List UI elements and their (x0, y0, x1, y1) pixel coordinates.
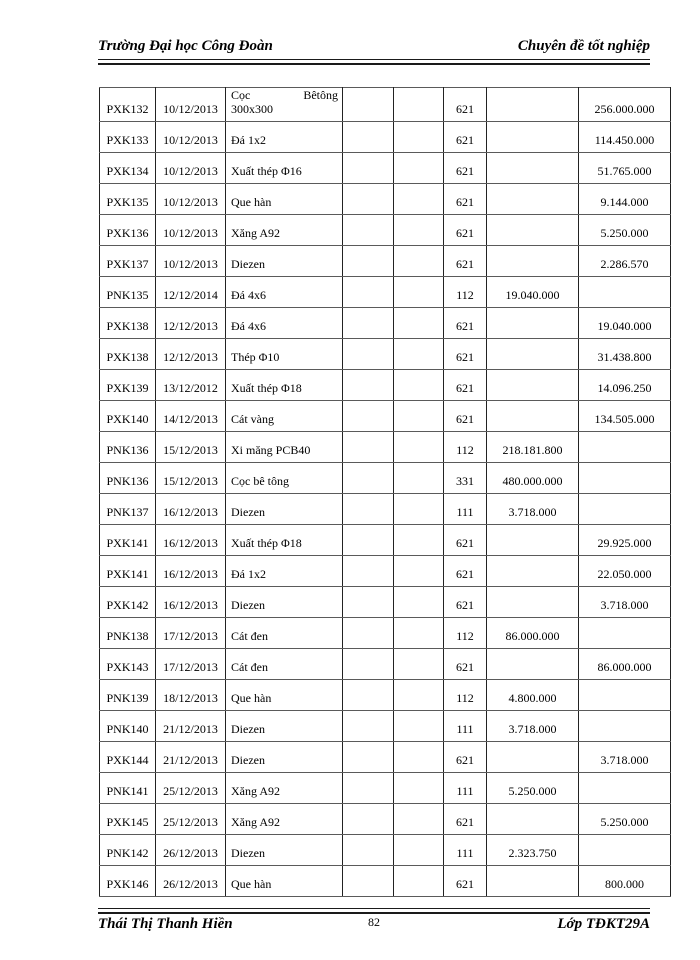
cell-blank1 (343, 401, 394, 432)
cell-account: 621 (444, 742, 487, 773)
cell-account: 621 (444, 122, 487, 153)
header-rule (98, 59, 650, 65)
page-number: 82 (368, 915, 380, 929)
cell-blank1 (343, 277, 394, 308)
cell-desc: Cát đen (226, 649, 343, 680)
cell-credit (579, 277, 671, 308)
cell-account: 621 (444, 401, 487, 432)
cell-date: 10/12/2013 (156, 153, 226, 184)
cell-blank1 (343, 122, 394, 153)
cell-debit: 480.000.000 (487, 463, 579, 494)
cell-credit (579, 835, 671, 866)
cell-debit (487, 246, 579, 277)
cell-date: 10/12/2013 (156, 184, 226, 215)
cell-debit (487, 804, 579, 835)
cell-desc: Cát vàng (226, 401, 343, 432)
cell-blank2 (394, 246, 444, 277)
cell-code: PNK136 (100, 432, 156, 463)
cell-date: 18/12/2013 (156, 680, 226, 711)
cell-blank1 (343, 618, 394, 649)
cell-date: 17/12/2013 (156, 649, 226, 680)
cell-desc: Que hàn (226, 866, 343, 897)
cell-credit: 800.000 (579, 866, 671, 897)
description-line2: 300x300 (231, 102, 273, 116)
cell-blank1 (343, 773, 394, 804)
cell-blank1 (343, 742, 394, 773)
table-row (100, 773, 671, 804)
cell-blank2 (394, 153, 444, 184)
table-row (100, 680, 671, 711)
cell-code: PXK134 (100, 153, 156, 184)
cell-account: 111 (444, 711, 487, 742)
cell-code: PXK146 (100, 866, 156, 897)
cell-blank2 (394, 773, 444, 804)
cell-code: PXK133 (100, 122, 156, 153)
cell-blank2 (394, 680, 444, 711)
cell-credit: 51.765.000 (579, 153, 671, 184)
cell-account: 112 (444, 432, 487, 463)
cell-date: 12/12/2014 (156, 277, 226, 308)
cell-desc: Xăng A92 (226, 215, 343, 246)
cell-blank1 (343, 308, 394, 339)
cell-credit: 3.718.000 (579, 587, 671, 618)
cell-debit (487, 401, 579, 432)
cell-credit (579, 432, 671, 463)
cell-blank1 (343, 432, 394, 463)
table-row (100, 525, 671, 556)
cell-account: 621 (444, 215, 487, 246)
cell-blank1 (343, 804, 394, 835)
table-row (100, 432, 671, 463)
cell-code: PNK137 (100, 494, 156, 525)
cell-debit (487, 88, 579, 122)
table-row (100, 308, 671, 339)
cell-desc: Diezen (226, 835, 343, 866)
cell-blank2 (394, 184, 444, 215)
cell-blank1 (343, 556, 394, 587)
cell-date: 12/12/2013 (156, 339, 226, 370)
table-row (100, 494, 671, 525)
cell-code: PXK145 (100, 804, 156, 835)
header-report-title: Chuyên đề tốt nghiệp (517, 38, 650, 54)
cell-desc: Xuất thép Φ18 (226, 525, 343, 556)
cell-blank2 (394, 277, 444, 308)
cell-account: 621 (444, 153, 487, 184)
table-row (100, 88, 671, 122)
cell-account: 112 (444, 680, 487, 711)
cell-blank2 (394, 88, 444, 122)
cell-date: 16/12/2013 (156, 556, 226, 587)
cell-blank2 (394, 401, 444, 432)
table-row (100, 556, 671, 587)
cell-blank1 (343, 246, 394, 277)
cell-blank2 (394, 649, 444, 680)
cell-blank1 (343, 680, 394, 711)
cell-blank2 (394, 339, 444, 370)
cell-code: PXK138 (100, 308, 156, 339)
cell-debit (487, 308, 579, 339)
cell-debit: 3.718.000 (487, 711, 579, 742)
cell-credit (579, 494, 671, 525)
table-row (100, 618, 671, 649)
table-row (100, 122, 671, 153)
cell-code: PNK139 (100, 680, 156, 711)
table-row (100, 835, 671, 866)
cell-blank2 (394, 122, 444, 153)
cell-debit (487, 742, 579, 773)
cell-code: PXK142 (100, 587, 156, 618)
cell-account: 621 (444, 804, 487, 835)
cell-debit (487, 215, 579, 246)
cell-credit: 86.000.000 (579, 649, 671, 680)
cell-blank2 (394, 618, 444, 649)
cell-code: PXK140 (100, 401, 156, 432)
cell-date: 16/12/2013 (156, 525, 226, 556)
cell-blank2 (394, 432, 444, 463)
cell-desc: Que hàn (226, 680, 343, 711)
cell-blank1 (343, 88, 394, 122)
cell-desc: Thép Φ10 (226, 339, 343, 370)
cell-credit (579, 463, 671, 494)
cell-blank2 (394, 587, 444, 618)
page-footer (98, 905, 650, 934)
cell-credit (579, 680, 671, 711)
cell-debit: 3.718.000 (487, 494, 579, 525)
table-row (100, 277, 671, 308)
cell-credit: 2.286.570 (579, 246, 671, 277)
cell-date: 21/12/2013 (156, 742, 226, 773)
cell-desc: Xăng A92 (226, 773, 343, 804)
cell-code: PXK141 (100, 556, 156, 587)
cell-blank1 (343, 835, 394, 866)
cell-desc: Xi măng PCB40 (226, 432, 343, 463)
cell-debit (487, 122, 579, 153)
cell-debit (487, 556, 579, 587)
cell-blank2 (394, 804, 444, 835)
footer-class-name: Lớp TĐKT29A (557, 916, 650, 932)
cell-debit (487, 649, 579, 680)
cell-code: PXK136 (100, 215, 156, 246)
cell-account: 621 (444, 88, 487, 122)
cell-account: 111 (444, 494, 487, 525)
cell-date: 26/12/2013 (156, 866, 226, 897)
table-row (100, 153, 671, 184)
cell-account: 621 (444, 246, 487, 277)
cell-desc: Đá 1x2 (226, 556, 343, 587)
page-header (98, 36, 650, 65)
cell-blank1 (343, 153, 394, 184)
cell-date: 25/12/2013 (156, 804, 226, 835)
cell-code: PXK138 (100, 339, 156, 370)
cell-date: 14/12/2013 (156, 401, 226, 432)
cell-date: 10/12/2013 (156, 122, 226, 153)
cell-debit (487, 370, 579, 401)
cell-credit: 114.450.000 (579, 122, 671, 153)
cell-desc: Diezen (226, 711, 343, 742)
cell-date: 10/12/2013 (156, 88, 226, 122)
cell-debit: 218.181.800 (487, 432, 579, 463)
cell-blank2 (394, 835, 444, 866)
cell-blank2 (394, 463, 444, 494)
cell-date: 10/12/2013 (156, 215, 226, 246)
cell-account: 112 (444, 618, 487, 649)
cell-code: PXK143 (100, 649, 156, 680)
cell-account: 111 (444, 773, 487, 804)
cell-account: 621 (444, 184, 487, 215)
cell-code: PNK138 (100, 618, 156, 649)
table-row (100, 711, 671, 742)
table-row (100, 401, 671, 432)
cell-credit: 9.144.000 (579, 184, 671, 215)
cell-desc: Đá 4x6 (226, 308, 343, 339)
cell-code: PNK141 (100, 773, 156, 804)
table-row (100, 215, 671, 246)
cell-account: 331 (444, 463, 487, 494)
cell-blank2 (394, 556, 444, 587)
table-row (100, 866, 671, 897)
cell-date: 15/12/2013 (156, 463, 226, 494)
cell-desc: Diezen (226, 494, 343, 525)
cell-credit (579, 711, 671, 742)
table-row (100, 742, 671, 773)
cell-desc: Đá 1x2 (226, 122, 343, 153)
description-word: Bêtông (303, 88, 338, 102)
cell-desc: Diezen (226, 742, 343, 773)
cell-credit: 134.505.000 (579, 401, 671, 432)
cell-date: 16/12/2013 (156, 587, 226, 618)
cell-date: 21/12/2013 (156, 711, 226, 742)
cell-blank1 (343, 711, 394, 742)
voucher-table (99, 87, 671, 897)
cell-blank1 (343, 866, 394, 897)
cell-blank2 (394, 866, 444, 897)
table-row (100, 649, 671, 680)
cell-code: PNK140 (100, 711, 156, 742)
cell-blank2 (394, 711, 444, 742)
cell-blank1 (343, 649, 394, 680)
cell-account: 621 (444, 866, 487, 897)
description-word: Cọc (231, 88, 251, 102)
cell-credit: 3.718.000 (579, 742, 671, 773)
voucher-table-container (99, 87, 671, 897)
cell-credit (579, 773, 671, 804)
cell-debit: 86.000.000 (487, 618, 579, 649)
cell-code: PXK137 (100, 246, 156, 277)
cell-blank2 (394, 370, 444, 401)
cell-debit (487, 184, 579, 215)
cell-desc: Diezen (226, 246, 343, 277)
table-row (100, 370, 671, 401)
cell-date: 12/12/2013 (156, 308, 226, 339)
footer-author-name: Thái Thị Thanh Hiền (98, 916, 233, 932)
cell-date: 26/12/2013 (156, 835, 226, 866)
voucher-table-body (100, 88, 671, 897)
cell-credit: 31.438.800 (579, 339, 671, 370)
cell-desc: Cát đen (226, 618, 343, 649)
cell-account: 621 (444, 308, 487, 339)
cell-blank2 (394, 742, 444, 773)
cell-date: 16/12/2013 (156, 494, 226, 525)
table-row (100, 246, 671, 277)
cell-desc: Cọc bê tông (226, 463, 343, 494)
cell-date: 10/12/2013 (156, 246, 226, 277)
cell-account: 621 (444, 339, 487, 370)
cell-debit: 4.800.000 (487, 680, 579, 711)
cell-debit (487, 587, 579, 618)
cell-blank1 (343, 463, 394, 494)
cell-code: PNK136 (100, 463, 156, 494)
cell-debit: 19.040.000 (487, 277, 579, 308)
cell-account: 621 (444, 587, 487, 618)
cell-credit: 256.000.000 (579, 88, 671, 122)
cell-credit (579, 618, 671, 649)
cell-debit: 5.250.000 (487, 773, 579, 804)
cell-account: 621 (444, 370, 487, 401)
table-row (100, 184, 671, 215)
header-school-name: Trường Đại học Công Đoàn (98, 38, 273, 54)
cell-desc: Diezen (226, 587, 343, 618)
cell-credit: 29.925.000 (579, 525, 671, 556)
table-row (100, 339, 671, 370)
cell-desc: Đá 4x6 (226, 277, 343, 308)
cell-blank2 (394, 525, 444, 556)
cell-credit: 5.250.000 (579, 804, 671, 835)
cell-blank1 (343, 339, 394, 370)
cell-date: 25/12/2013 (156, 773, 226, 804)
cell-account: 112 (444, 277, 487, 308)
cell-credit: 19.040.000 (579, 308, 671, 339)
cell-code: PXK135 (100, 184, 156, 215)
cell-code: PNK135 (100, 277, 156, 308)
cell-date: 17/12/2013 (156, 618, 226, 649)
cell-blank1 (343, 494, 394, 525)
cell-blank1 (343, 215, 394, 246)
cell-debit (487, 153, 579, 184)
cell-credit: 22.050.000 (579, 556, 671, 587)
cell-blank1 (343, 184, 394, 215)
cell-code: PXK139 (100, 370, 156, 401)
cell-account: 621 (444, 556, 487, 587)
table-row (100, 587, 671, 618)
cell-code: PNK142 (100, 835, 156, 866)
cell-code: PXK132 (100, 88, 156, 122)
cell-code: PXK141 (100, 525, 156, 556)
cell-credit: 14.096.250 (579, 370, 671, 401)
table-row (100, 804, 671, 835)
cell-desc (226, 88, 343, 122)
cell-blank1 (343, 525, 394, 556)
cell-account: 621 (444, 649, 487, 680)
cell-blank2 (394, 308, 444, 339)
cell-desc: Xuất thép Φ18 (226, 370, 343, 401)
cell-blank2 (394, 215, 444, 246)
cell-debit (487, 339, 579, 370)
cell-desc: Xuất thép Φ16 (226, 153, 343, 184)
cell-desc: Xăng A92 (226, 804, 343, 835)
cell-debit (487, 525, 579, 556)
cell-credit: 5.250.000 (579, 215, 671, 246)
cell-blank2 (394, 494, 444, 525)
cell-account: 621 (444, 525, 487, 556)
cell-code: PXK144 (100, 742, 156, 773)
cell-date: 15/12/2013 (156, 432, 226, 463)
cell-date: 13/12/2012 (156, 370, 226, 401)
table-row (100, 463, 671, 494)
cell-blank1 (343, 370, 394, 401)
cell-blank1 (343, 587, 394, 618)
cell-debit: 2.323.750 (487, 835, 579, 866)
cell-account: 111 (444, 835, 487, 866)
cell-desc: Que hàn (226, 184, 343, 215)
cell-debit (487, 866, 579, 897)
